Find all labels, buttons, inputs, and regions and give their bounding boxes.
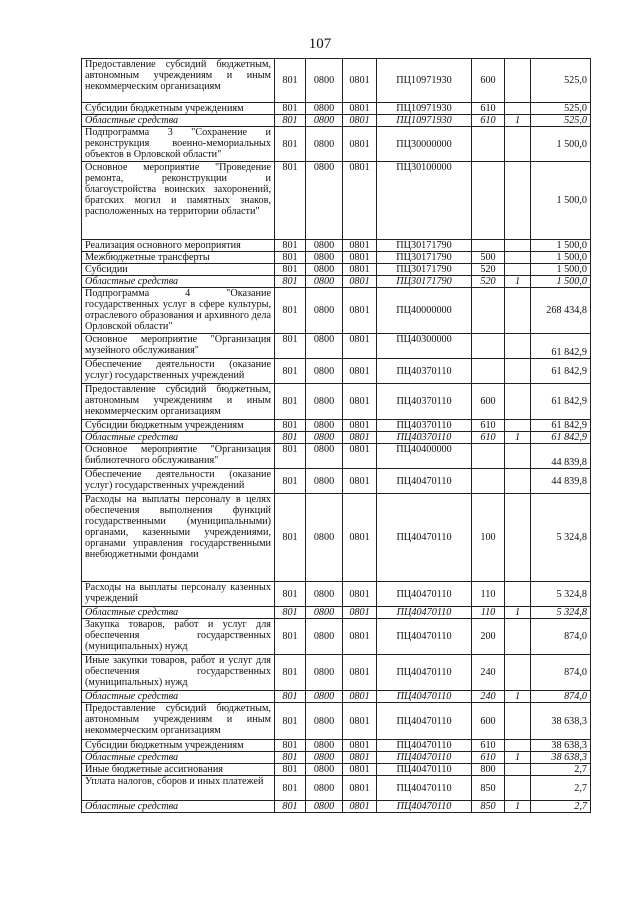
- row-expense-type: 500: [472, 252, 505, 264]
- row-subsection-code: 0801: [343, 655, 377, 691]
- row-target-code: ПЦ40470110: [377, 752, 472, 764]
- row-target-code: ПЦ40470110: [377, 764, 472, 776]
- row-name: Областные средства: [82, 752, 275, 764]
- row-amount: 38 638,3: [531, 703, 591, 740]
- row-ministry-code: 801: [275, 288, 306, 334]
- table-row: [82, 776, 591, 801]
- table-row: [82, 240, 591, 252]
- row-ministry-code: 801: [275, 276, 306, 288]
- table-row: [82, 619, 591, 655]
- row-expense-type: [472, 469, 505, 494]
- row-name: Основное мероприятие "Организация музейного обслуживания": [82, 334, 275, 359]
- row-target-code: ПЦ40470110: [377, 801, 472, 813]
- table-row: [82, 276, 591, 288]
- row-name: Субсидии бюджетным учреждениям: [82, 740, 275, 752]
- row-subsection-code: 0801: [343, 469, 377, 494]
- row-source-flag: 1: [505, 691, 531, 703]
- row-subsection-code: 0801: [343, 752, 377, 764]
- row-ministry-code: 801: [275, 252, 306, 264]
- row-section-code: 0800: [306, 59, 343, 103]
- table-row: [82, 288, 591, 334]
- row-subsection-code: 0801: [343, 740, 377, 752]
- row-ministry-code: 801: [275, 240, 306, 252]
- row-amount: 874,0: [531, 655, 591, 691]
- row-name: Областные средства: [82, 276, 275, 288]
- table-row: [82, 655, 591, 691]
- row-name: Закупка товаров, работ и услуг для обеспечения государственных (муниципальных) нужд: [82, 619, 275, 655]
- row-target-code: ПЦ40470110: [377, 619, 472, 655]
- row-expense-type: [472, 127, 505, 162]
- row-subsection-code: 0801: [343, 703, 377, 740]
- row-ministry-code: 801: [275, 655, 306, 691]
- row-subsection-code: 0801: [343, 288, 377, 334]
- row-section-code: 0800: [306, 288, 343, 334]
- row-target-code: ПЦ40370110: [377, 432, 472, 444]
- row-name: Областные средства: [82, 432, 275, 444]
- row-amount: 874,0: [531, 619, 591, 655]
- row-section-code: 0800: [306, 655, 343, 691]
- row-expense-type: 610: [472, 752, 505, 764]
- row-ministry-code: 801: [275, 103, 306, 115]
- row-source-flag: [505, 252, 531, 264]
- row-source-flag: [505, 127, 531, 162]
- row-expense-type: 520: [472, 276, 505, 288]
- row-expense-type: 610: [472, 740, 505, 752]
- row-name: Предоставление субсидий бюджетным, автономным учреждениям и иным некоммерческим организациям: [82, 59, 275, 103]
- row-amount: 2,7: [531, 764, 591, 776]
- row-amount: 5 324,8: [531, 494, 591, 582]
- row-source-flag: [505, 359, 531, 384]
- row-subsection-code: 0801: [343, 444, 377, 469]
- row-name: Расходы на выплаты персоналу казенных учреждений: [82, 582, 275, 607]
- table-row: [82, 582, 591, 607]
- row-ministry-code: 801: [275, 384, 306, 420]
- table-row: [82, 469, 591, 494]
- row-amount: 1 500,0: [531, 240, 591, 252]
- row-section-code: 0800: [306, 420, 343, 432]
- table-row: [82, 59, 591, 103]
- row-source-flag: [505, 655, 531, 691]
- row-target-code: ПЦ40470110: [377, 740, 472, 752]
- row-ministry-code: 801: [275, 801, 306, 813]
- row-section-code: 0800: [306, 764, 343, 776]
- table-row: [82, 264, 591, 276]
- row-source-flag: 1: [505, 432, 531, 444]
- row-amount: 61 842,9: [531, 359, 591, 384]
- row-amount: 1 500,0: [531, 264, 591, 276]
- row-subsection-code: 0801: [343, 384, 377, 420]
- row-name: Обеспечение деятельности (оказание услуг) государственных учреждений: [82, 469, 275, 494]
- row-expense-type: 610: [472, 103, 505, 115]
- row-amount: 525,0: [531, 103, 591, 115]
- row-section-code: 0800: [306, 740, 343, 752]
- row-source-flag: [505, 444, 531, 469]
- row-source-flag: [505, 776, 531, 801]
- row-expense-type: 600: [472, 703, 505, 740]
- row-expense-type: [472, 240, 505, 252]
- row-source-flag: 1: [505, 115, 531, 127]
- row-subsection-code: 0801: [343, 359, 377, 384]
- row-amount: 38 638,3: [531, 740, 591, 752]
- row-ministry-code: 801: [275, 776, 306, 801]
- row-ministry-code: 801: [275, 752, 306, 764]
- table-row: [82, 384, 591, 420]
- row-ministry-code: 801: [275, 607, 306, 619]
- row-expense-type: 520: [472, 264, 505, 276]
- row-expense-type: 240: [472, 691, 505, 703]
- table-row: [82, 691, 591, 703]
- row-subsection-code: 0801: [343, 607, 377, 619]
- row-source-flag: 1: [505, 276, 531, 288]
- row-section-code: 0800: [306, 607, 343, 619]
- table-row: [82, 740, 591, 752]
- row-expense-type: 850: [472, 801, 505, 813]
- row-name: Областные средства: [82, 801, 275, 813]
- row-target-code: ПЦ30171790: [377, 276, 472, 288]
- row-source-flag: 1: [505, 752, 531, 764]
- row-target-code: ПЦ40000000: [377, 288, 472, 334]
- row-expense-type: 610: [472, 115, 505, 127]
- row-source-flag: 1: [505, 801, 531, 813]
- row-subsection-code: 0801: [343, 619, 377, 655]
- row-subsection-code: 0801: [343, 276, 377, 288]
- row-name: Иные закупки товаров, работ и услуг для обеспечения государственных (муниципальных) нужд: [82, 655, 275, 691]
- row-subsection-code: 0801: [343, 691, 377, 703]
- row-name: Уплата налогов, сборов и иных платежей: [82, 776, 275, 801]
- row-subsection-code: 0801: [343, 801, 377, 813]
- row-name: Основное мероприятие "Проведение ремонта, реконструкции и благоустройства воинских захоронений, братских могил и памятных знаков, расположенных на территории области": [82, 162, 275, 240]
- row-target-code: ПЦ40400000: [377, 444, 472, 469]
- table-row: [82, 420, 591, 432]
- row-target-code: ПЦ40470110: [377, 655, 472, 691]
- row-section-code: 0800: [306, 752, 343, 764]
- row-expense-type: [472, 359, 505, 384]
- row-target-code: ПЦ30171790: [377, 264, 472, 276]
- row-amount: 38 638,3: [531, 752, 591, 764]
- row-amount: 61 842,9: [531, 420, 591, 432]
- row-subsection-code: 0801: [343, 240, 377, 252]
- row-ministry-code: 801: [275, 432, 306, 444]
- row-section-code: 0800: [306, 444, 343, 469]
- row-source-flag: [505, 469, 531, 494]
- row-section-code: 0800: [306, 384, 343, 420]
- row-amount: 61 842,9: [531, 334, 591, 359]
- row-section-code: 0800: [306, 162, 343, 240]
- row-ministry-code: 801: [275, 469, 306, 494]
- row-section-code: 0800: [306, 127, 343, 162]
- row-source-flag: [505, 619, 531, 655]
- row-subsection-code: 0801: [343, 334, 377, 359]
- row-ministry-code: 801: [275, 420, 306, 432]
- row-name: Межбюджетные трансферты: [82, 252, 275, 264]
- row-target-code: ПЦ30171790: [377, 240, 472, 252]
- row-subsection-code: 0801: [343, 252, 377, 264]
- row-subsection-code: 0801: [343, 59, 377, 103]
- row-expense-type: [472, 334, 505, 359]
- table-row: [82, 432, 591, 444]
- row-section-code: 0800: [306, 240, 343, 252]
- table-row: [82, 162, 591, 240]
- row-ministry-code: 801: [275, 162, 306, 240]
- row-amount: 525,0: [531, 115, 591, 127]
- row-name: Субсидии бюджетным учреждениям: [82, 103, 275, 115]
- row-target-code: ПЦ40370110: [377, 384, 472, 420]
- row-section-code: 0800: [306, 469, 343, 494]
- row-target-code: ПЦ30000000: [377, 127, 472, 162]
- row-section-code: 0800: [306, 334, 343, 359]
- row-expense-type: 800: [472, 764, 505, 776]
- row-source-flag: [505, 764, 531, 776]
- table-row: [82, 252, 591, 264]
- row-subsection-code: 0801: [343, 764, 377, 776]
- row-target-code: ПЦ30171790: [377, 252, 472, 264]
- row-section-code: 0800: [306, 359, 343, 384]
- budget-table: [81, 58, 591, 813]
- row-amount: 1 500,0: [531, 162, 591, 240]
- row-target-code: ПЦ40470110: [377, 607, 472, 619]
- row-name: Иные бюджетные ассигнования: [82, 764, 275, 776]
- row-amount: 525,0: [531, 59, 591, 103]
- page-number: 107: [308, 36, 332, 52]
- row-name: Предоставление субсидий бюджетным, автономным учреждениям и иным некоммерческим организациям: [82, 703, 275, 740]
- row-section-code: 0800: [306, 801, 343, 813]
- row-source-flag: [505, 582, 531, 607]
- table-row: [82, 359, 591, 384]
- row-target-code: ПЦ40470110: [377, 776, 472, 801]
- row-section-code: 0800: [306, 432, 343, 444]
- row-amount: 1 500,0: [531, 127, 591, 162]
- row-expense-type: [472, 162, 505, 240]
- row-ministry-code: 801: [275, 115, 306, 127]
- row-ministry-code: 801: [275, 264, 306, 276]
- row-ministry-code: 801: [275, 582, 306, 607]
- row-amount: 61 842,9: [531, 432, 591, 444]
- row-section-code: 0800: [306, 582, 343, 607]
- row-subsection-code: 0801: [343, 103, 377, 115]
- row-amount: 44 839,8: [531, 444, 591, 469]
- table-row: [82, 103, 591, 115]
- row-name: Подпрограмма 3 "Сохранение и реконструкция военно-мемориальных объектов в Орловской области": [82, 127, 275, 162]
- row-target-code: ПЦ40470110: [377, 582, 472, 607]
- row-expense-type: 200: [472, 619, 505, 655]
- table-row: [82, 801, 591, 813]
- row-target-code: ПЦ40470110: [377, 691, 472, 703]
- table-row: [82, 494, 591, 582]
- row-target-code: ПЦ40370110: [377, 359, 472, 384]
- row-name: Субсидии бюджетным учреждениям: [82, 420, 275, 432]
- row-target-code: ПЦ40300000: [377, 334, 472, 359]
- row-name: Реализация основного мероприятия: [82, 240, 275, 252]
- row-expense-type: 600: [472, 384, 505, 420]
- row-ministry-code: 801: [275, 59, 306, 103]
- row-ministry-code: 801: [275, 691, 306, 703]
- row-expense-type: [472, 444, 505, 469]
- row-source-flag: [505, 103, 531, 115]
- row-amount: 268 434,8: [531, 288, 591, 334]
- row-amount: 5 324,8: [531, 607, 591, 619]
- row-expense-type: 600: [472, 59, 505, 103]
- row-target-code: ПЦ40470110: [377, 703, 472, 740]
- row-target-code: ПЦ10971930: [377, 103, 472, 115]
- row-name: Областные средства: [82, 691, 275, 703]
- row-subsection-code: 0801: [343, 776, 377, 801]
- budget-table-body: [82, 59, 591, 813]
- row-source-flag: [505, 384, 531, 420]
- row-amount: 5 324,8: [531, 582, 591, 607]
- row-section-code: 0800: [306, 252, 343, 264]
- row-subsection-code: 0801: [343, 582, 377, 607]
- row-subsection-code: 0801: [343, 127, 377, 162]
- row-source-flag: [505, 240, 531, 252]
- row-source-flag: [505, 703, 531, 740]
- row-target-code: ПЦ10971930: [377, 59, 472, 103]
- row-source-flag: [505, 288, 531, 334]
- row-ministry-code: 801: [275, 127, 306, 162]
- table-row: [82, 752, 591, 764]
- row-subsection-code: 0801: [343, 115, 377, 127]
- row-section-code: 0800: [306, 494, 343, 582]
- table-row: [82, 444, 591, 469]
- row-target-code: ПЦ10971930: [377, 115, 472, 127]
- row-ministry-code: 801: [275, 334, 306, 359]
- row-name: Областные средства: [82, 607, 275, 619]
- row-name: Подпрограмма 4 "Оказание государственных услуг в сфере культуры, отраслевого образования и архивного дела Орловской области": [82, 288, 275, 334]
- row-amount: 61 842,9: [531, 384, 591, 420]
- row-section-code: 0800: [306, 619, 343, 655]
- row-section-code: 0800: [306, 776, 343, 801]
- table-row: [82, 127, 591, 162]
- row-expense-type: 610: [472, 432, 505, 444]
- table-row: [82, 334, 591, 359]
- row-amount: 2,7: [531, 801, 591, 813]
- row-ministry-code: 801: [275, 740, 306, 752]
- row-amount: 2,7: [531, 776, 591, 801]
- row-expense-type: 110: [472, 607, 505, 619]
- row-section-code: 0800: [306, 703, 343, 740]
- row-amount: 44 839,8: [531, 469, 591, 494]
- row-ministry-code: 801: [275, 444, 306, 469]
- row-ministry-code: 801: [275, 619, 306, 655]
- row-section-code: 0800: [306, 264, 343, 276]
- table-row: [82, 703, 591, 740]
- row-target-code: ПЦ40370110: [377, 420, 472, 432]
- table-row: [82, 607, 591, 619]
- row-ministry-code: 801: [275, 703, 306, 740]
- row-section-code: 0800: [306, 103, 343, 115]
- row-section-code: 0800: [306, 276, 343, 288]
- row-name: Расходы на выплаты персоналу в целях обеспечения выполнения функций государственными (муниципальными) органами, казенными учреждениями, органами управления государственными внебюджетными фондами: [82, 494, 275, 582]
- row-amount: 874,0: [531, 691, 591, 703]
- row-expense-type: 850: [472, 776, 505, 801]
- row-target-code: ПЦ40470110: [377, 494, 472, 582]
- row-ministry-code: 801: [275, 359, 306, 384]
- row-source-flag: [505, 740, 531, 752]
- row-source-flag: 1: [505, 607, 531, 619]
- row-amount: 1 500,0: [531, 252, 591, 264]
- row-target-code: ПЦ40470110: [377, 469, 472, 494]
- row-name: Основное мероприятие "Организация библиотечного обслуживания": [82, 444, 275, 469]
- row-source-flag: [505, 59, 531, 103]
- row-subsection-code: 0801: [343, 494, 377, 582]
- row-source-flag: [505, 494, 531, 582]
- row-source-flag: [505, 264, 531, 276]
- row-source-flag: [505, 334, 531, 359]
- row-source-flag: [505, 420, 531, 432]
- row-subsection-code: 0801: [343, 432, 377, 444]
- row-ministry-code: 801: [275, 764, 306, 776]
- row-name: Обеспечение деятельности (оказание услуг) государственных учреждений: [82, 359, 275, 384]
- row-name: Областные средства: [82, 115, 275, 127]
- row-section-code: 0800: [306, 115, 343, 127]
- row-subsection-code: 0801: [343, 264, 377, 276]
- row-target-code: ПЦ30100000: [377, 162, 472, 240]
- row-section-code: 0800: [306, 691, 343, 703]
- row-expense-type: 610: [472, 420, 505, 432]
- row-expense-type: 100: [472, 494, 505, 582]
- table-row: [82, 764, 591, 776]
- row-source-flag: [505, 162, 531, 240]
- row-expense-type: 110: [472, 582, 505, 607]
- row-subsection-code: 0801: [343, 420, 377, 432]
- table-row: [82, 115, 591, 127]
- row-ministry-code: 801: [275, 494, 306, 582]
- row-amount: 1 500,0: [531, 276, 591, 288]
- row-expense-type: 240: [472, 655, 505, 691]
- row-expense-type: [472, 288, 505, 334]
- row-name: Субсидии: [82, 264, 275, 276]
- row-name: Предоставление субсидий бюджетным, автономным учреждениям и иным некоммерческим организациям: [82, 384, 275, 420]
- row-subsection-code: 0801: [343, 162, 377, 240]
